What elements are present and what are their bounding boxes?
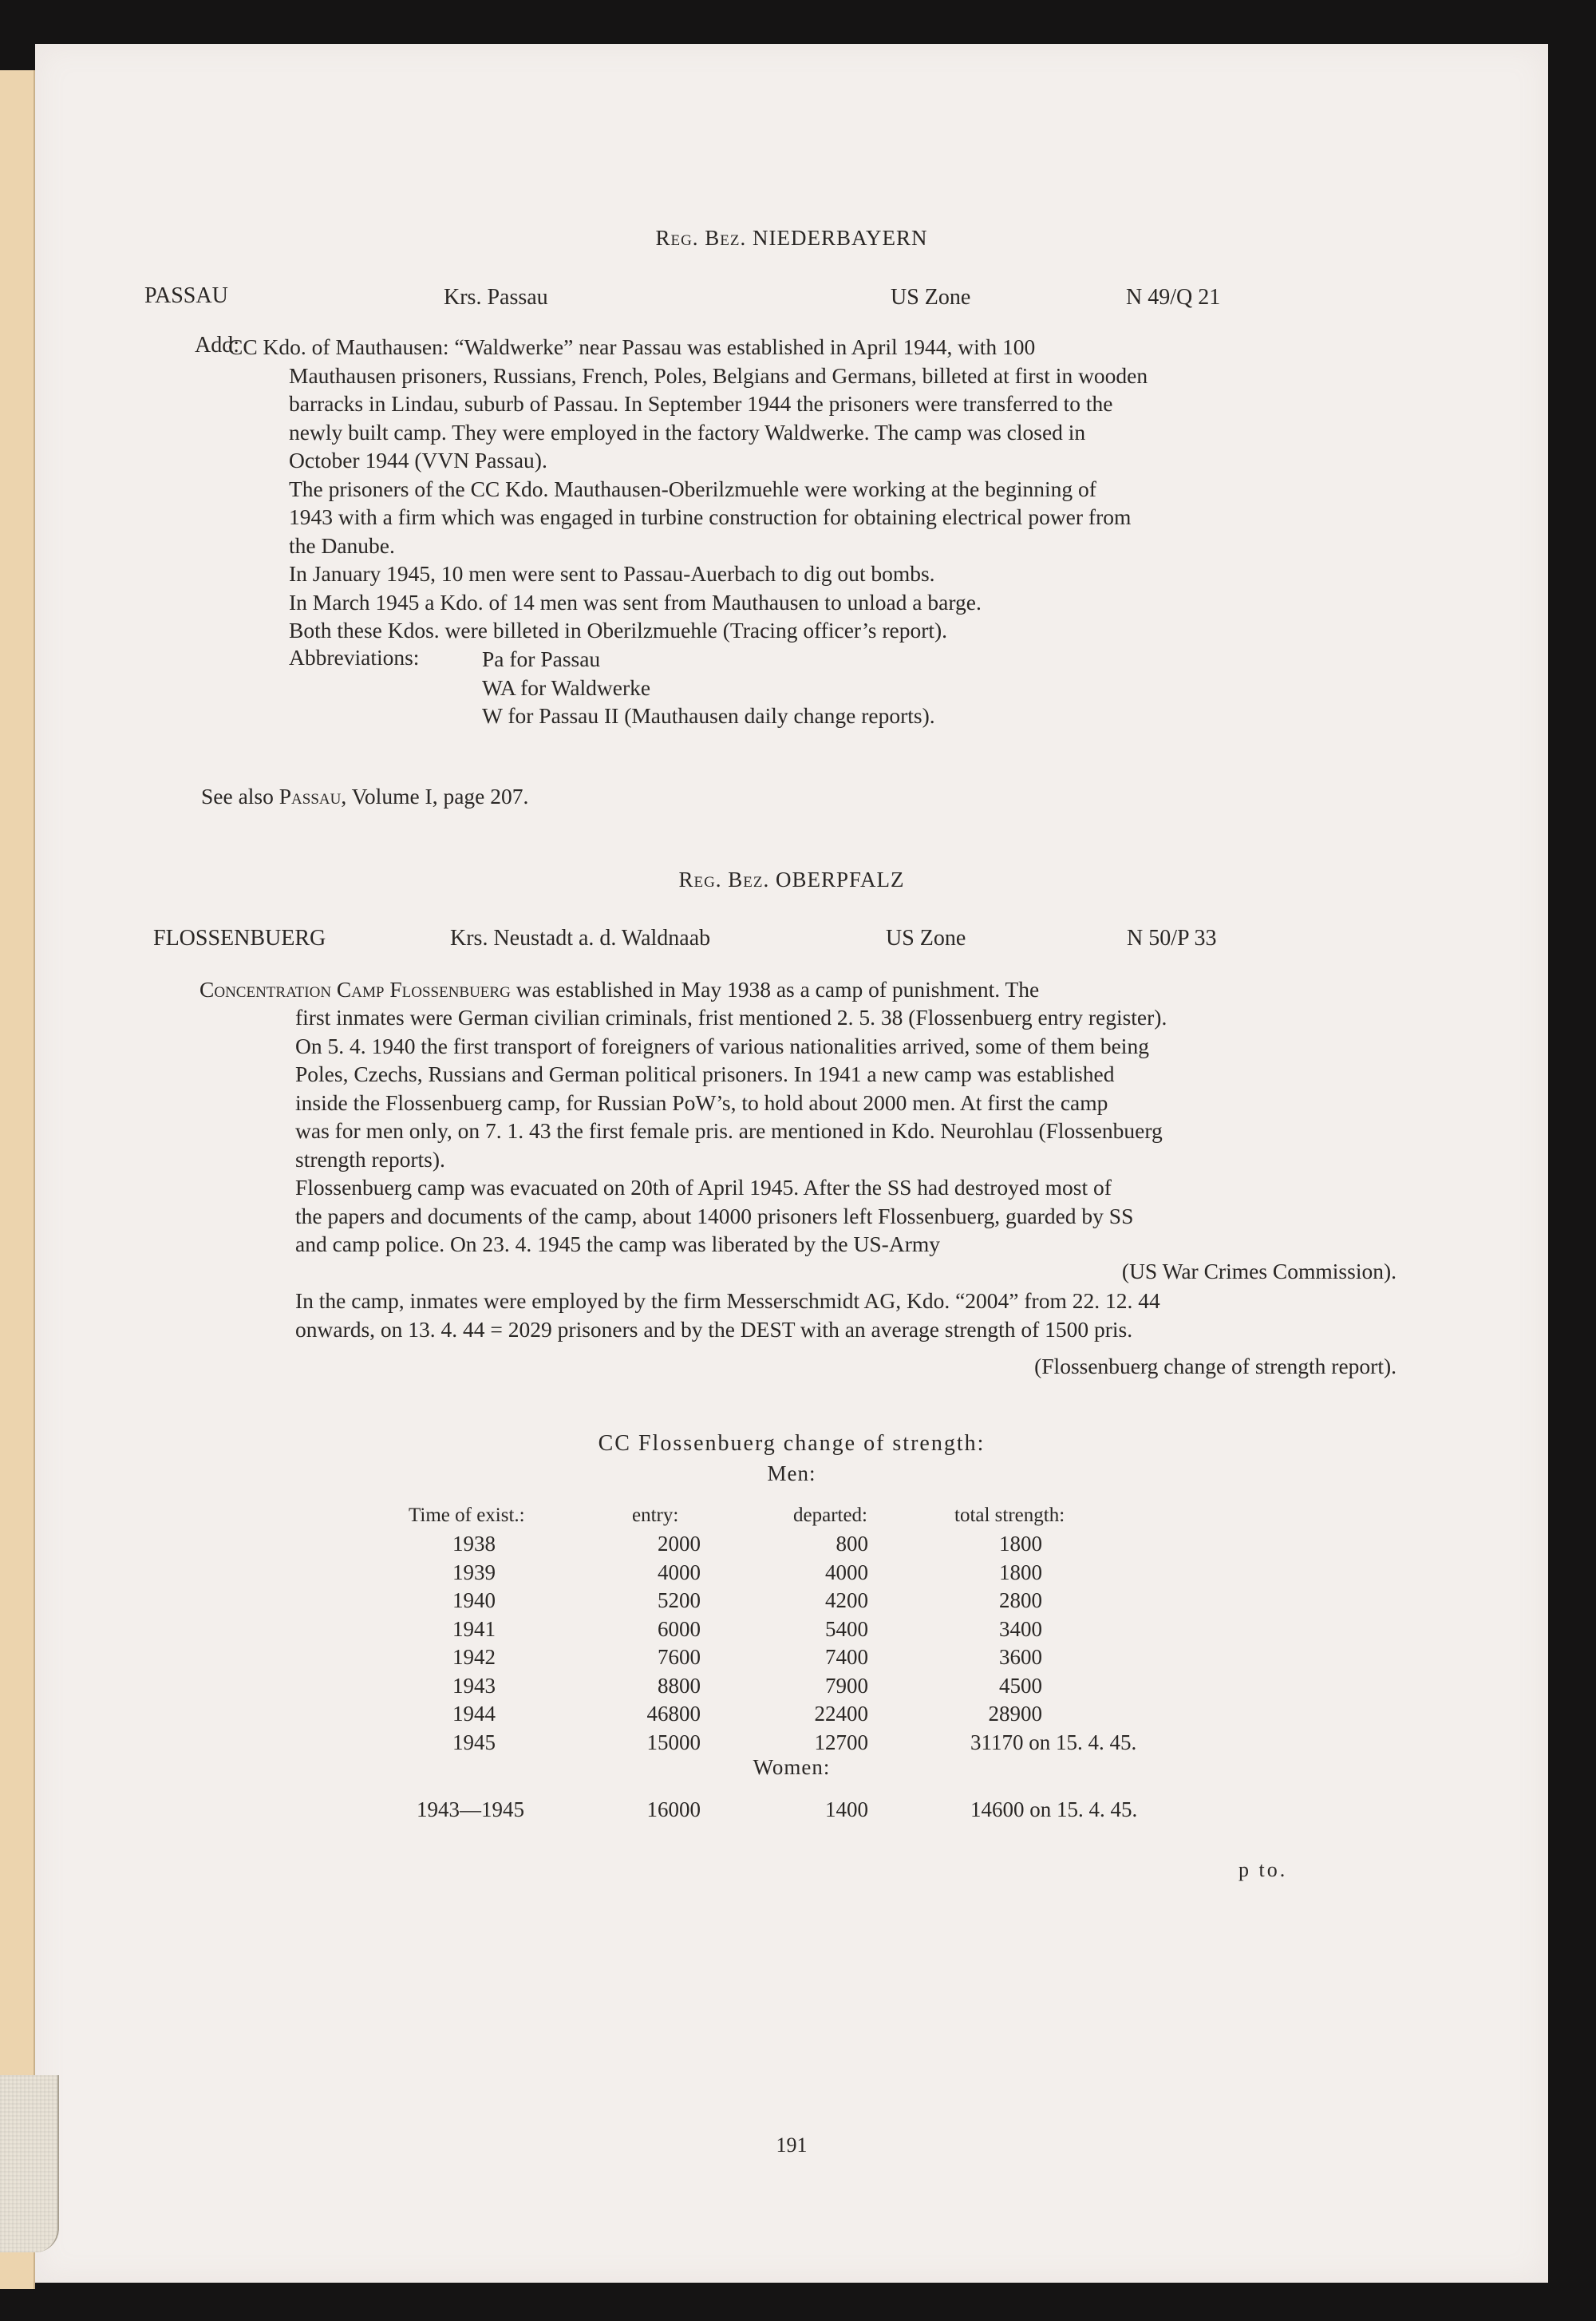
text-line: W for Passau II (Mauthausen daily change reports). bbox=[482, 703, 935, 728]
table-header-cell: total strength: bbox=[954, 1504, 1065, 1526]
text-line: 1943 with a firm which was engaged in turbine construction for obtaining electrical power from bbox=[289, 504, 1132, 529]
table-cell: 1944 bbox=[452, 1702, 496, 1726]
page-number: 191 bbox=[776, 2133, 808, 2157]
text-line: In January 1945, 10 men were sent to Passau-Auerbach to dig out bombs. bbox=[289, 561, 935, 586]
book-binding-cloth bbox=[0, 2075, 59, 2252]
table-cell: 4000 bbox=[825, 1560, 868, 1584]
table-header-cell: Time of exist.: bbox=[409, 1504, 525, 1526]
source-war-crimes: (US War Crimes Commission). bbox=[1121, 1259, 1396, 1283]
text-line: newly built camp. They were employed in the factory Waldwerke. The camp was closed in bbox=[289, 419, 1086, 445]
table-cell: 15000 bbox=[646, 1730, 701, 1754]
adjacent-page-edge bbox=[0, 70, 35, 2289]
entry-district: Krs. Neustadt a. d. Waldnaab bbox=[450, 926, 711, 951]
see-also-prefix: See also bbox=[201, 784, 274, 809]
region-prefix: Reg. Bez. bbox=[678, 868, 770, 892]
table-cell: 28900 bbox=[988, 1702, 1042, 1726]
table-cell: 46800 bbox=[646, 1702, 701, 1726]
abbreviations-list bbox=[482, 645, 1200, 730]
table-cell: 1800 bbox=[999, 1532, 1042, 1556]
text-line: On 5. 4. 1940 the first transport of foreigners of various nationalities arrived, some of them being bbox=[295, 1033, 1149, 1058]
table-women-label: Women: bbox=[753, 1755, 831, 1779]
text-line: the Danube. bbox=[289, 532, 395, 558]
table-cell: 22400 bbox=[814, 1702, 868, 1726]
table-cell: 31170 on 15. 4. 45. bbox=[970, 1730, 1137, 1754]
camp-name-smallcaps: Concentration Camp Flossenbuerg bbox=[200, 977, 511, 1002]
text-line: the papers and documents of the camp, about 14000 prisoners left Flossenbuerg, guarded by SS bbox=[295, 1203, 1134, 1228]
text-line: CC Kdo. of Mauthausen: “Waldwerke” near Passau was established in April 1944, with 100 bbox=[228, 334, 1036, 359]
see-also-suffix: , Volume I, page 207. bbox=[341, 784, 529, 809]
table-cell: 2000 bbox=[658, 1532, 701, 1556]
entry-place: PASSAU bbox=[144, 283, 228, 308]
table-cell: 6000 bbox=[658, 1616, 701, 1641]
table-men-label: Men: bbox=[767, 1461, 816, 1485]
table-cell: 4000 bbox=[658, 1560, 701, 1584]
table-cell: 1400 bbox=[825, 1797, 868, 1821]
table-cell: 7400 bbox=[825, 1645, 868, 1669]
table-cell: 4500 bbox=[999, 1673, 1042, 1698]
add-label: Add: bbox=[195, 333, 239, 358]
table-cell: 8800 bbox=[658, 1673, 701, 1698]
region-prefix: Reg. Bez. bbox=[655, 226, 747, 250]
entry-district: Krs. Passau bbox=[444, 285, 548, 310]
table-cell: 4200 bbox=[825, 1588, 868, 1612]
flossenbuerg-body-text bbox=[295, 1003, 1422, 1259]
region-heading-oberpfalz bbox=[35, 868, 1548, 892]
table-cell: 5400 bbox=[825, 1616, 868, 1641]
table-header-cell: departed: bbox=[793, 1504, 868, 1526]
text-line: Both these Kdos. were billeted in Oberilzmuehle (Tracing officer’s report). bbox=[289, 618, 948, 643]
table-cell: 7600 bbox=[658, 1645, 701, 1669]
text-line: WA for Waldwerke bbox=[482, 674, 651, 700]
entry-zone: US Zone bbox=[886, 926, 966, 951]
region-name: NIEDERBAYERN bbox=[753, 226, 928, 250]
passau-body-text bbox=[228, 333, 1425, 645]
table-cell: 1938 bbox=[452, 1532, 496, 1556]
text-line: barracks in Lindau, suburb of Passau. In September 1944 the prisoners were transferred to the bbox=[289, 391, 1113, 416]
document-page bbox=[35, 44, 1548, 2283]
table-cell: 1943—1945 bbox=[417, 1797, 524, 1821]
flossenbuerg-first-line bbox=[200, 975, 1422, 1004]
table-cell: 5200 bbox=[658, 1588, 701, 1612]
table-cell: 16000 bbox=[646, 1797, 701, 1821]
text-line: strength reports). bbox=[295, 1146, 445, 1172]
entry-zone: US Zone bbox=[891, 285, 971, 310]
see-also-place: Passau bbox=[279, 784, 342, 809]
text-line: Mauthausen prisoners, Russians, French, Poles, Belgians and Germans, billeted at first in wooden bbox=[289, 362, 1148, 388]
table-cell: 1940 bbox=[452, 1588, 496, 1612]
entry-place: FLOSSENBUERG bbox=[153, 926, 326, 951]
text-line: onwards, on 13. 4. 44 = 2029 prisoners and by the DEST with an average strength of 1500 pris. bbox=[295, 1316, 1133, 1342]
text-line: was for men only, on 7. 1. 43 the first female pris. are mentioned in Kdo. Neurohlau (Flossenbuerg bbox=[295, 1118, 1163, 1143]
text-line: The prisoners of the CC Kdo. Mauthausen-Oberilzmuehle were working at the beginning of bbox=[289, 476, 1096, 501]
first-line-rest: was established in May 1938 as a camp of punishment. The bbox=[510, 977, 1040, 1002]
table-header-cell: entry: bbox=[632, 1504, 679, 1526]
region-heading-niederbayern bbox=[35, 226, 1548, 251]
table-cell: 1943 bbox=[452, 1673, 496, 1698]
text-line: October 1944 (VVN Passau). bbox=[289, 448, 547, 473]
text-line: Flossenbuerg camp was evacuated on 20th of April 1945. After the SS had destroyed most of bbox=[295, 1175, 1112, 1200]
entry-grid: N 50/P 33 bbox=[1127, 926, 1217, 951]
flossenbuerg-body-text-2 bbox=[295, 1287, 1422, 1343]
see-also bbox=[201, 784, 528, 809]
abbreviations-label: Abbreviations: bbox=[289, 645, 420, 670]
text-line: In the camp, inmates were employed by the firm Messerschmidt AG, Kdo. “2004” from 22. 12. 44 bbox=[295, 1288, 1160, 1313]
text-line: Pa for Passau bbox=[482, 646, 601, 671]
table-cell: 1942 bbox=[452, 1645, 496, 1669]
table-cell: 7900 bbox=[825, 1673, 868, 1698]
region-name: OBERPFALZ bbox=[776, 868, 905, 892]
entry-grid: N 49/Q 21 bbox=[1126, 285, 1221, 310]
pto-note: p to. bbox=[1238, 1858, 1288, 1881]
text-line: first inmates were German civilian criminals, frist mentioned 2. 5. 38 (Flossenbuerg entry register). bbox=[295, 1005, 1167, 1030]
table-cell: 14600 on 15. 4. 45. bbox=[970, 1797, 1138, 1821]
table-cell: 3400 bbox=[999, 1616, 1042, 1641]
text-line: inside the Flossenbuerg camp, for Russian PoW’s, to hold about 2000 men. At first the camp bbox=[295, 1089, 1108, 1115]
table-cell: 1939 bbox=[452, 1560, 496, 1584]
text-line: In March 1945 a Kdo. of 14 men was sent from Mauthausen to unload a barge. bbox=[289, 589, 982, 615]
text-line: Poles, Czechs, Russians and German political prisoners. In 1941 a new camp was established bbox=[295, 1062, 1115, 1086]
table-title: CC Flossenbuerg change of strength: bbox=[598, 1431, 986, 1456]
table-cell: 1945 bbox=[452, 1730, 496, 1754]
table-cell: 2800 bbox=[999, 1588, 1042, 1612]
table-cell: 800 bbox=[836, 1532, 868, 1556]
table-cell: 1941 bbox=[452, 1616, 496, 1641]
text-line: and camp police. On 23. 4. 1945 the camp was liberated by the US-Army bbox=[295, 1232, 940, 1256]
source-change-of-strength: (Flossenbuerg change of strength report). bbox=[1034, 1354, 1396, 1378]
table-cell: 12700 bbox=[814, 1730, 868, 1754]
table-cell: 1800 bbox=[999, 1560, 1042, 1584]
table-cell: 3600 bbox=[999, 1645, 1042, 1669]
